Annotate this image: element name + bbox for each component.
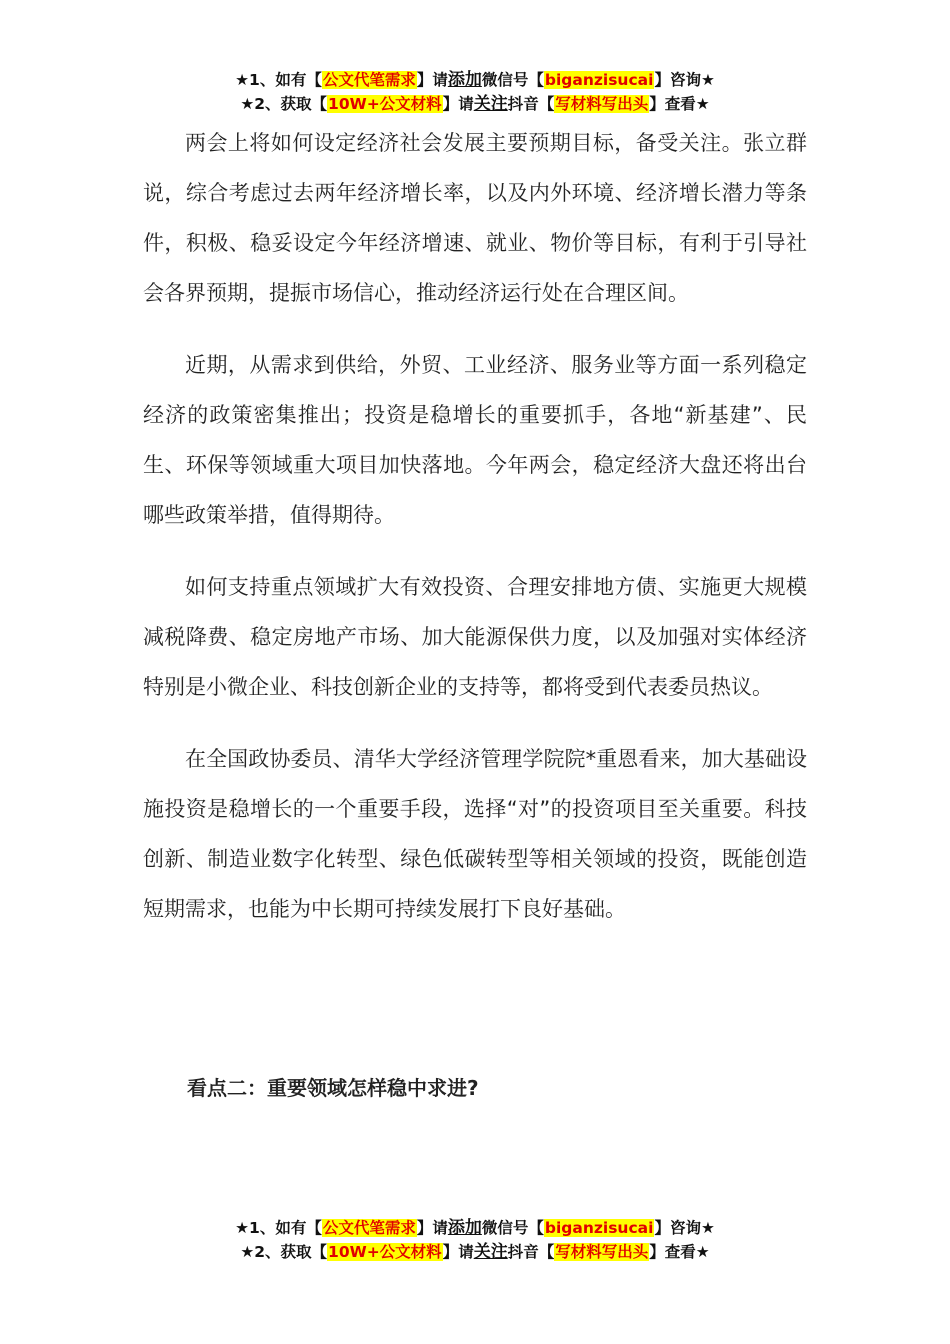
text-run: 两会上将如何设定经济社会发展主要预期目标，备受关注。张	[185, 131, 765, 155]
banner-text: 抖音【	[507, 95, 555, 113]
text-run: 大盘还将出台哪些政策举措，值得期待。	[143, 453, 808, 527]
text-run: 重要。科技创新、制造业数字化转型、绿色低碳转型等相关领域的	[143, 797, 808, 871]
text-run: 建”、民生、环保等领域重大项目加快落地。今年两会，稳定经济	[143, 403, 807, 477]
text-run: 在全国政协委员、清华大学经济管理学院院*重恩看来，加大基	[185, 747, 765, 771]
text-run: 委员热议。	[668, 675, 773, 699]
header-banner	[0, 68, 950, 116]
banner-highlight: 公文代笔需求	[322, 1219, 416, 1237]
banner-line-1	[0, 1216, 950, 1240]
banner-text: ★1、如有【	[235, 1219, 322, 1237]
banner-highlight: biganzisucai	[544, 71, 654, 89]
banner-text: 微信号【	[481, 71, 544, 89]
footer-banner	[0, 1216, 950, 1264]
paragraph	[143, 734, 807, 934]
text-run: 稳定经济的政策密集推出；投资是稳增长的重要抓手，各地“新基	[143, 353, 808, 427]
paragraph	[143, 562, 807, 712]
banner-text: ★2、获取【	[240, 95, 328, 113]
text-run: 规模减税降费、稳定房地产市场、加大能源保供力度，以及加强对	[143, 575, 808, 649]
banner-line-2	[0, 1240, 950, 1264]
banner-underlined: 添加	[447, 70, 482, 90]
banner-underlined: 添加	[447, 1218, 482, 1238]
banner-highlight: 10W+公文材料	[328, 95, 442, 113]
banner-text: 】咨询★	[654, 71, 715, 89]
banner-underlined: 关注	[473, 1242, 508, 1262]
text-run: 立群说，综合考虑过去两年经济增长率，以及内外环境、经济增长	[143, 131, 808, 205]
banner-line-1	[0, 68, 950, 92]
text-run: 如何支持重点领域扩大有效投资、合理安排地方债、实施更大	[185, 575, 765, 599]
banner-text: 抖音【	[507, 1243, 555, 1261]
banner-text: 】请	[416, 71, 448, 89]
paragraph	[143, 118, 807, 318]
banner-highlight: biganzisucai	[544, 1219, 654, 1237]
text-run: 有利于引导社会各界预期，提振市场信心，推动经济运行处在合理	[143, 231, 808, 305]
banner-text: 】查看★	[649, 95, 710, 113]
text-run: 潜力等条件，积极、稳妥设定今年经济增速、就业、物价等目标，	[143, 181, 808, 255]
section-subheading: 看点二：重要领域怎样稳中求进?	[187, 1076, 479, 1100]
banner-text: 】请	[442, 95, 474, 113]
banner-text: 】请	[416, 1219, 448, 1237]
banner-text: ★2、获取【	[240, 1243, 328, 1261]
paragraph	[143, 340, 807, 540]
banner-highlight: 公文代笔需求	[322, 71, 416, 89]
banner-text: 微信号【	[481, 1219, 544, 1237]
text-run: 区间。	[626, 281, 689, 305]
text-run: 础设施投资是稳增长的一个重要手段，选择“对”的投资项目至关	[143, 747, 808, 821]
banner-line-2	[0, 92, 950, 116]
text-run: 实体经济特别是小微企业、科技创新企业的支持等，都将受到代表	[143, 625, 808, 699]
banner-underlined: 关注	[473, 94, 508, 114]
banner-highlight: 写材料写出头	[555, 95, 649, 113]
text-run: 近期，从需求到供给，外贸、工业经济、服务业等方面一系列	[185, 353, 765, 377]
banner-text: ★1、如有【	[235, 71, 322, 89]
text-run: 投资，既能创造短期需求，也能为中长期可持续发展打下良好基础。	[143, 847, 808, 921]
banner-highlight: 10W+公文材料	[328, 1243, 442, 1261]
banner-text: 】查看★	[649, 1243, 710, 1261]
banner-text: 】请	[442, 1243, 474, 1261]
banner-highlight: 写材料写出头	[555, 1243, 649, 1261]
banner-text: 】咨询★	[654, 1219, 715, 1237]
article-body	[143, 118, 807, 934]
